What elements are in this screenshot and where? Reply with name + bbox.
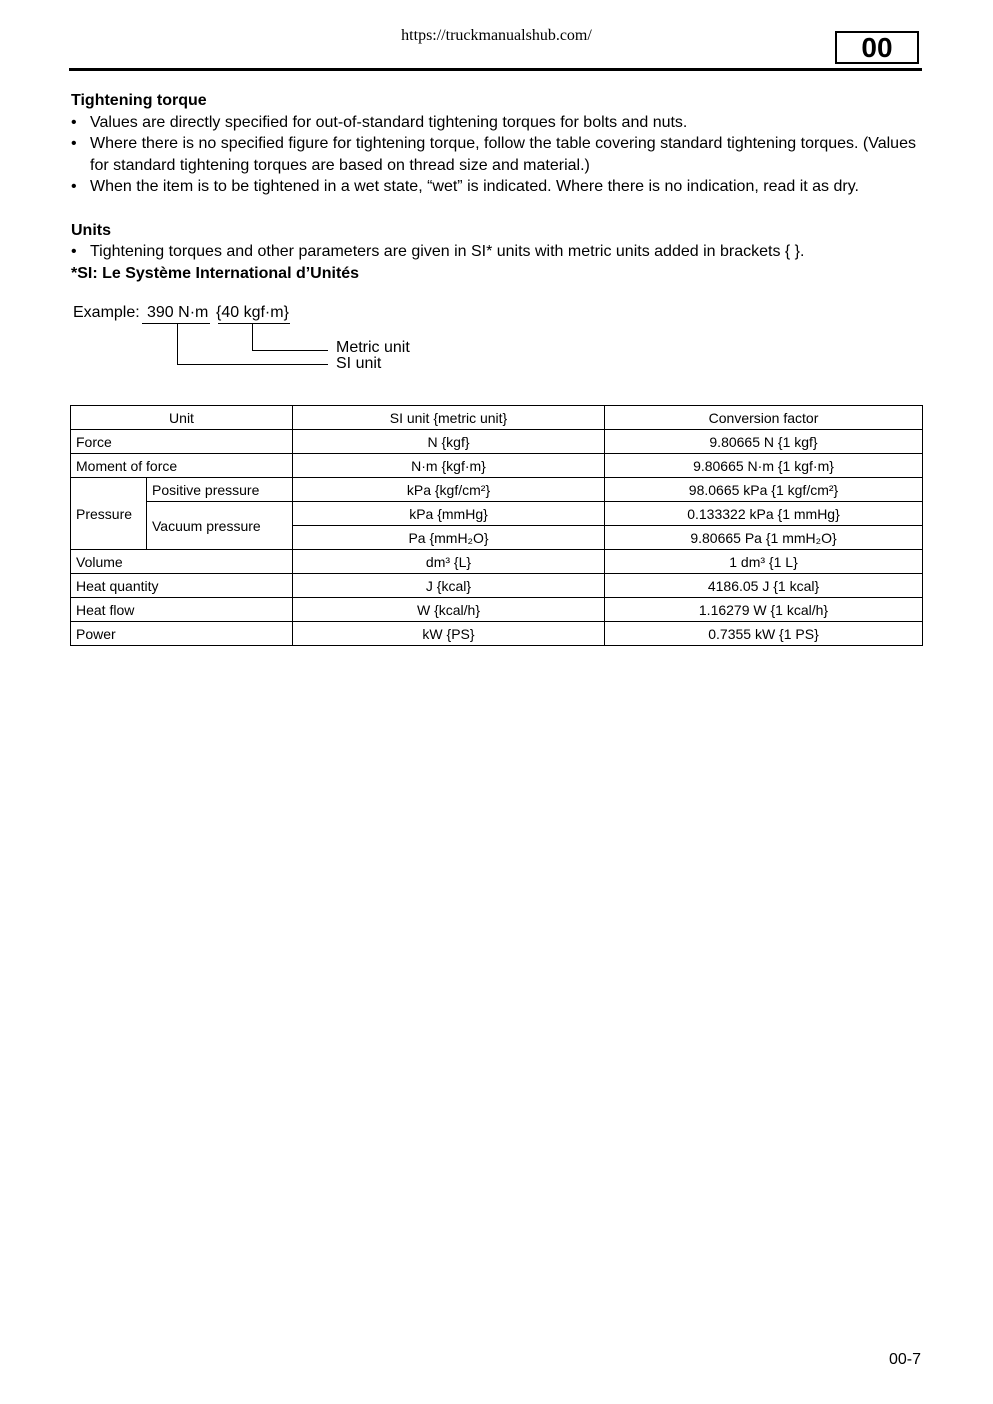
si-unit-label: SI unit [336, 355, 382, 372]
table-row [71, 478, 923, 502]
conversion-cell: 98.0665 kPa {1 kgf/cm²} [605, 478, 923, 502]
table-row [71, 598, 923, 622]
table-row [71, 502, 923, 526]
tightening-torque-list [71, 112, 922, 198]
unit-cell: Heat flow [71, 598, 293, 622]
example-label: Example: [73, 304, 140, 321]
table-header-cell: Conversion factor [605, 406, 923, 430]
conversion-cell: 9.80665 N {1 kgf} [605, 430, 923, 454]
subunit-cell: Positive pressure [147, 478, 293, 502]
si-unit-cell: J {kcal} [293, 574, 605, 598]
conversion-cell: 9.80665 Pa {1 mmH₂O} [605, 526, 923, 550]
table-header-row [71, 406, 923, 430]
table-header-cell: Unit [71, 406, 293, 430]
page-number: 00-7 [888, 1351, 921, 1368]
si-unit-cell: dm³ {L} [293, 550, 605, 574]
table-row [71, 430, 923, 454]
si-unit-cell: kPa {mmHg} [293, 502, 605, 526]
si-unit-cell: W {kcal/h} [293, 598, 605, 622]
list-item: • Where there is no specified figure for tightening torque, follow the table covering standard tightening torques. (Values for standard tightening torques are based on thread size and material.) [71, 133, 922, 176]
unit-conversion-table [70, 405, 923, 646]
list-item: • When the item is to be tightened in a wet state, “wet” is indicated. Where there is no indication, read it as dry. [71, 176, 922, 198]
subunit-cell: Vacuum pressure [147, 502, 293, 550]
table-row [71, 574, 923, 598]
unit-cell: Moment of force [71, 454, 293, 478]
si-leader-vertical [177, 324, 178, 364]
units-heading: Units [71, 221, 111, 239]
conversion-cell: 4186.05 J {1 kcal} [605, 574, 923, 598]
si-unit-cell: N {kgf} [293, 430, 605, 454]
units-list [71, 241, 922, 263]
table-row [71, 454, 923, 478]
conversion-cell: 1 dm³ {1 L} [605, 550, 923, 574]
si-underline [142, 323, 210, 324]
si-unit-cell: N·m {kgf·m} [293, 454, 605, 478]
metric-unit-label: Metric unit [336, 339, 410, 356]
unit-cell: Volume [71, 550, 293, 574]
table-header-cell: SI unit {metric unit} [293, 406, 605, 430]
metric-underline [218, 323, 290, 324]
unit-cell: Force [71, 430, 293, 454]
list-item: • Values are directly specified for out-of-standard tightening torques for bolts and nuts. [71, 112, 922, 134]
conversion-cell: 0.7355 kW {1 PS} [605, 622, 923, 646]
si-footnote: *SI: Le Système International d’Unités [71, 264, 360, 282]
list-item: • Tightening torques and other parameters are given in SI* units with metric units added in brackets { }. [71, 241, 922, 263]
conversion-cell: 0.133322 kPa {1 mmHg} [605, 502, 923, 526]
example-metric-value: {40 kgf·m} [216, 304, 289, 321]
si-unit-cell: Pa {mmH₂O} [293, 526, 605, 550]
unit-cell: Power [71, 622, 293, 646]
si-unit-cell: kPa {kgf/cm²} [293, 478, 605, 502]
si-leader-horizontal [177, 364, 328, 365]
table-row [71, 550, 923, 574]
tightening-torque-heading: Tightening torque [71, 92, 207, 109]
main-content [71, 90, 922, 284]
chapter-number-badge: 00 [835, 31, 919, 64]
metric-leader-vertical [252, 324, 253, 351]
metric-leader-horizontal [252, 350, 328, 351]
unit-cell: Pressure [71, 478, 147, 550]
conversion-cell: 9.80665 N·m {1 kgf·m} [605, 454, 923, 478]
unit-cell: Heat quantity [71, 574, 293, 598]
conversion-cell: 1.16279 W {1 kcal/h} [605, 598, 923, 622]
header-url: https://truckmanualshub.com/ [401, 27, 592, 44]
header-divider [69, 68, 922, 71]
si-unit-cell: kW {PS} [293, 622, 605, 646]
table-row [71, 622, 923, 646]
example-si-value: 390 N·m [147, 304, 209, 321]
